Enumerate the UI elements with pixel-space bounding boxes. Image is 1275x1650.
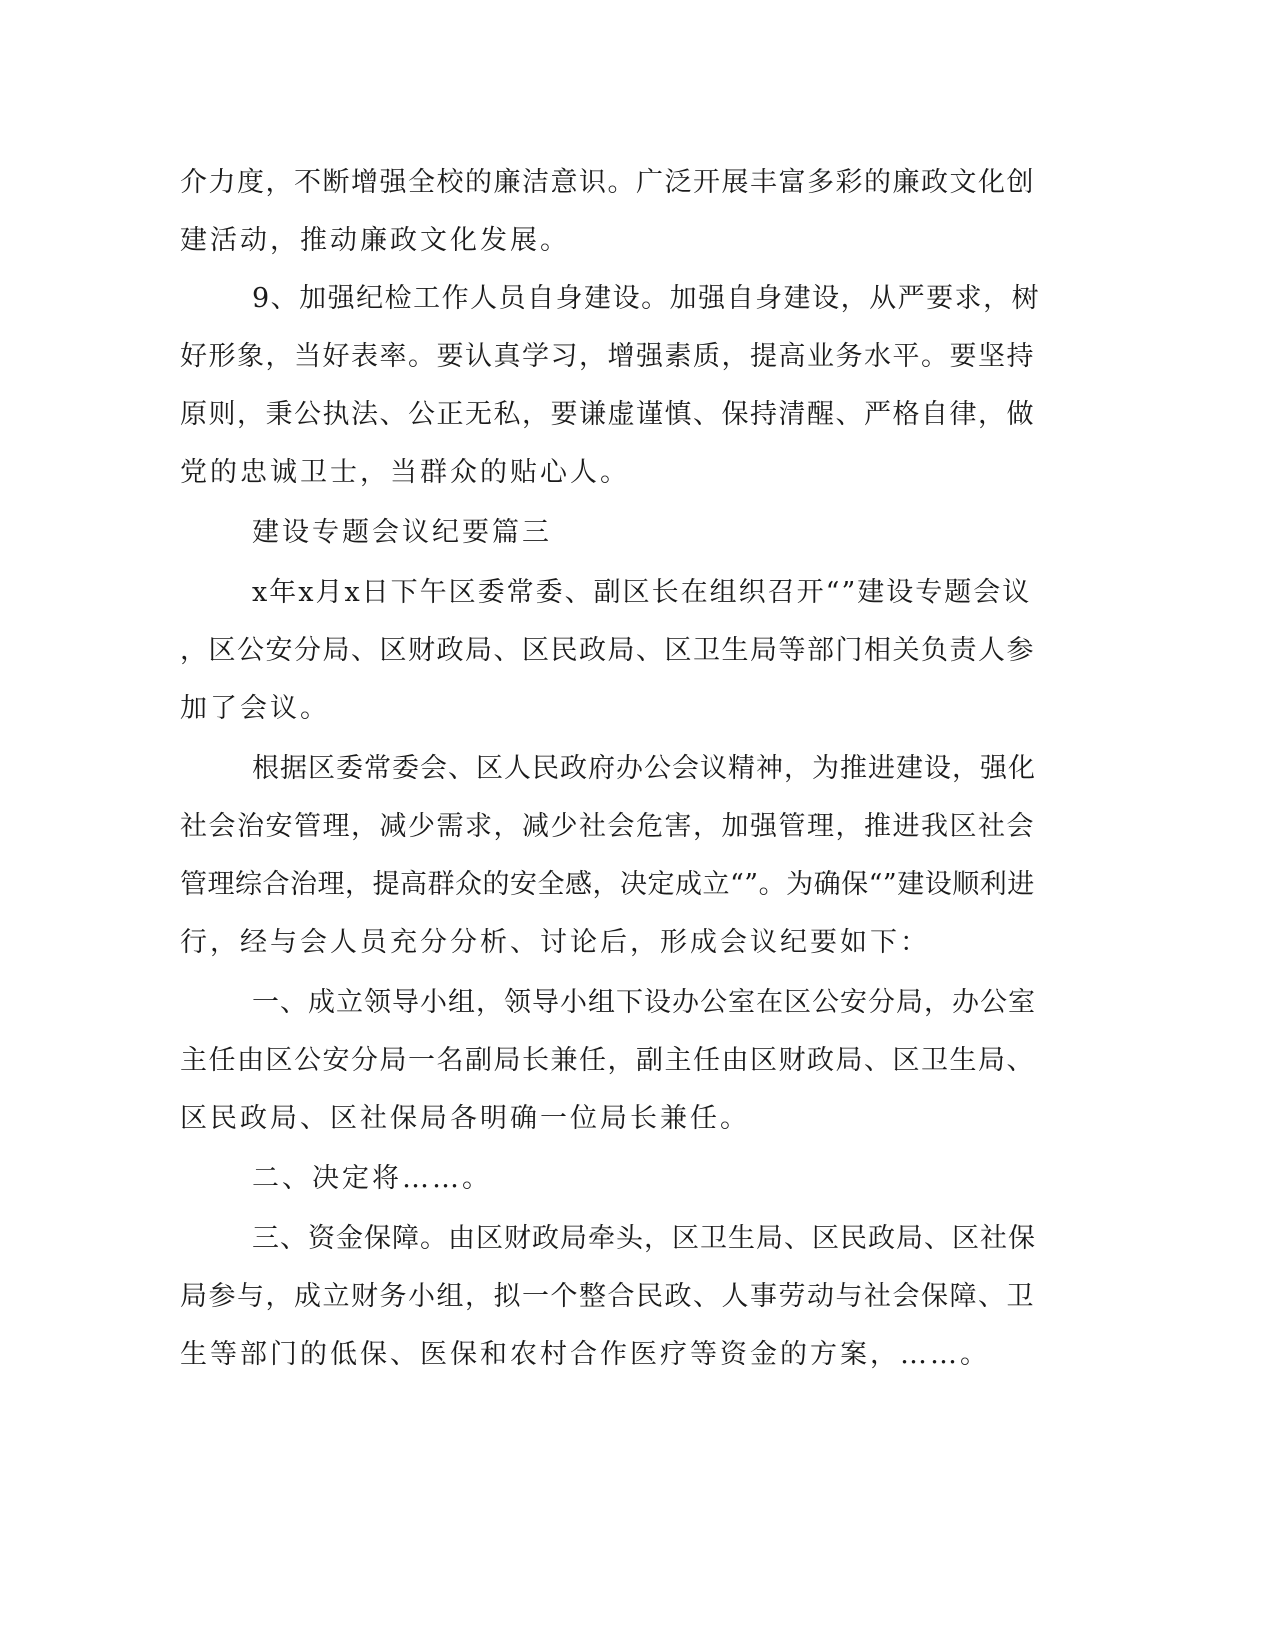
paragraph-line: 区民政局、区社保局各明确一位局长兼任。 — [180, 1103, 750, 1134]
paragraph-line: 原则，秉公执法、公正无私，要谦虚谨慎、保持清醒、严格自律，做 — [180, 399, 1035, 430]
paragraph-line: 主任由区公安分局一名副局长兼任，副主任由区财政局、区卫生局、 — [180, 1045, 1035, 1076]
paragraph-line: 社会治安管理，减少需求，减少社会危害，加强管理，推进我区社会 — [180, 811, 1035, 842]
paragraph-line: 党的忠诚卫士，当群众的贴心人。 — [180, 457, 630, 488]
paragraph-line: 生等部门的低保、医保和农村合作医疗等资金的方案，……。 — [180, 1339, 990, 1370]
paragraph-line: 二、决定将……。 — [252, 1163, 492, 1194]
paragraph-line: 行，经与会人员充分分析、讨论后，形成会议纪要如下： — [180, 927, 930, 958]
paragraph-line: 好形象，当好表率。要认真学习，增强素质，提高业务水平。要坚持 — [180, 341, 1035, 372]
paragraph-line: 加了会议。 — [180, 693, 330, 724]
paragraph-line: ，区公安分局、区财政局、区民政局、区卫生局等部门相关负责人参 — [180, 635, 1035, 666]
paragraph-line: 一、成立领导小组，领导小组下设办公室在区公安分局，办公室 — [252, 987, 1036, 1018]
paragraph-line: 管理综合治理，提高群众的安全感，决定成立“”。为确保“”建设顺利进 — [180, 869, 1035, 900]
paragraph-line: 建活动，推动廉政文化发展。 — [180, 225, 570, 256]
paragraph-line: 9、加强纪检工作人员自身建设。加强自身建设，从严要求，树 — [252, 283, 1041, 314]
paragraph-line: x年x月x日下午区委常委、副区长在组织召开“”建设专题会议 — [252, 577, 1032, 608]
section-heading: 建设专题会议纪要篇三 — [252, 517, 552, 548]
paragraph-line: 三、资金保障。由区财政局牵头，区卫生局、区民政局、区社保 — [252, 1223, 1036, 1254]
paragraph-line: 介力度，不断增强全校的廉洁意识。广泛开展丰富多彩的廉政文化创 — [180, 167, 1035, 198]
paragraph-line: 根据区委常委会、区人民政府办公会议精神，为推进建设，强化 — [252, 753, 1036, 784]
paragraph-line: 局参与，成立财务小组，拟一个整合民政、人事劳动与社会保障、卫 — [180, 1281, 1035, 1312]
